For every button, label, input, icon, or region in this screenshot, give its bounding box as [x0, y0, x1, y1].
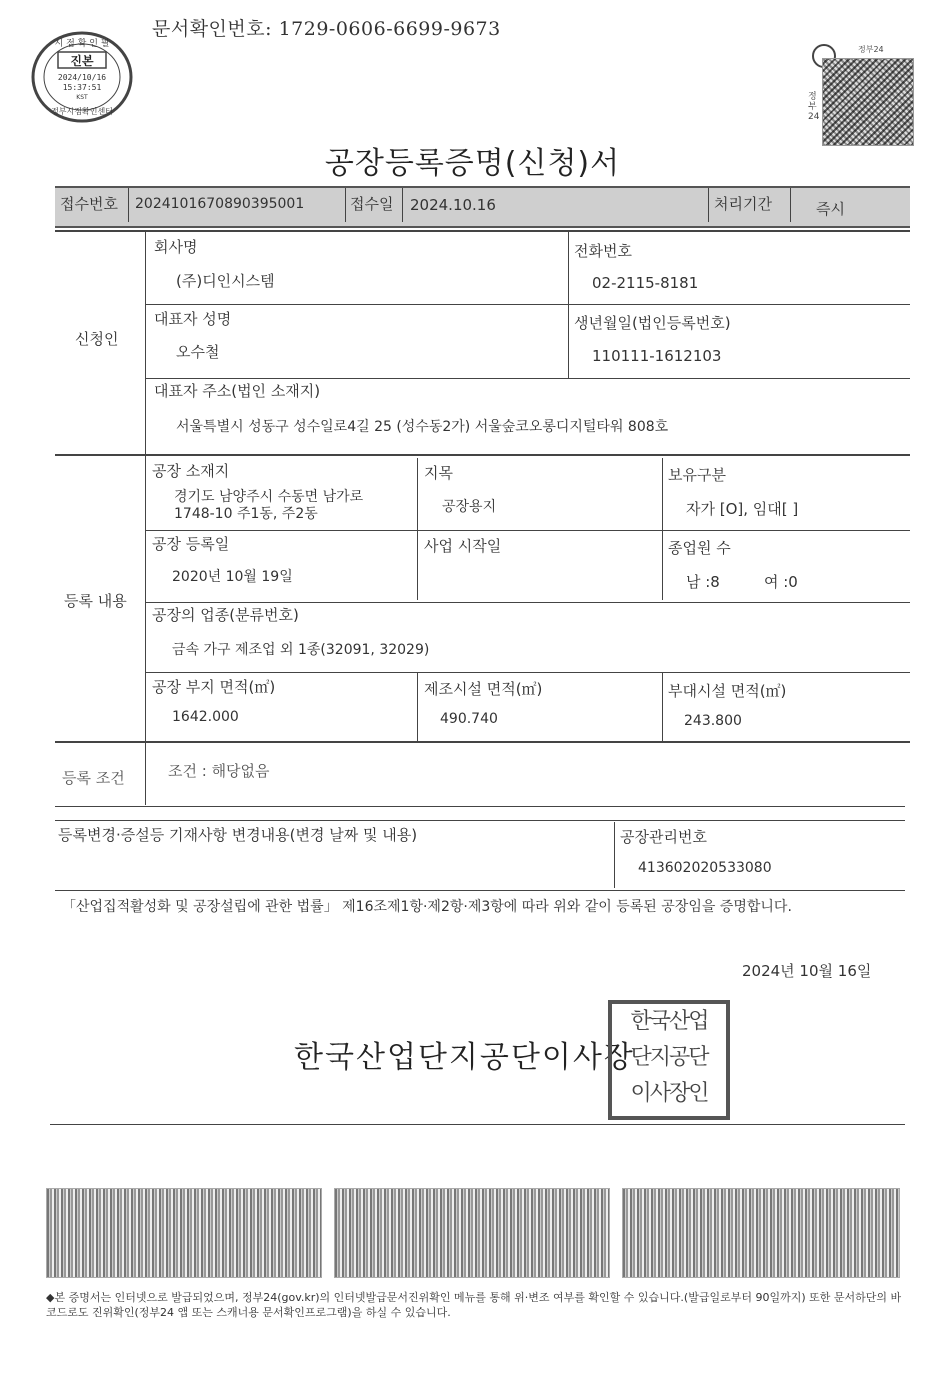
- seal-line-2: 단지공단: [630, 1045, 708, 1070]
- seal-line-3: 이사장인: [630, 1081, 708, 1106]
- registration-section-label: 등록 내용: [64, 592, 127, 610]
- changes-label: 등록변경·증설등 기재사항 변경내용(변경 날짜 및 내용): [58, 826, 418, 844]
- qr-tag: 정부24: [858, 45, 884, 54]
- receipt-number-label: 접수번호: [60, 195, 118, 213]
- industry-value: 금속 가구 제조업 외 1종(32091, 32029): [172, 642, 430, 658]
- aux-area-label: 부대시설 면적(㎡): [668, 682, 787, 700]
- seal-center-text: 진본: [70, 54, 94, 68]
- conditions-label: 등록 조건: [62, 769, 125, 787]
- document-title: 공장등록증명(신청)서: [324, 146, 621, 181]
- factory-mgmt-no: 413602020533080: [638, 860, 772, 876]
- representative-name: 오수철: [176, 343, 220, 361]
- processing-period-label: 처리기간: [714, 195, 772, 213]
- ownership-value: 자가 [O], 임대[ ]: [686, 500, 799, 518]
- issue-date: 2024년 10월 16일: [742, 962, 872, 980]
- industry-label: 공장의 업종(분류번호): [152, 606, 299, 624]
- seal-tz: KST: [76, 94, 88, 101]
- factory-location-line2: 1748-10 주1동, 주2동: [174, 506, 318, 522]
- factory-location-label: 공장 소재지: [152, 462, 230, 480]
- phone-value: 02-2115-8181: [592, 274, 699, 292]
- factory-mgmt-no-label: 공장관리번호: [620, 828, 707, 846]
- document-confirmation-number: 문서확인번호: 1729-0606-6699-9673: [152, 18, 501, 40]
- barcode-3[interactable]: [622, 1188, 900, 1278]
- authenticity-seal-icon: [30, 30, 134, 124]
- seal-line-1: 한국산업: [630, 1009, 708, 1034]
- site-area-value: 1642.000: [172, 709, 239, 725]
- seal-time: 15:37:51: [62, 83, 102, 92]
- receipt-date: 2024.10.16: [410, 196, 496, 214]
- business-start-label: 사업 시작일: [424, 537, 502, 555]
- certification-statement: 「산업집적활성화 및 공장설립에 관한 법률」 제16조제1항·제2항·제3항에 따라 위와 같이 등록된 공장임을 증명합니다.: [62, 899, 792, 915]
- address-value: 서울특별시 성동구 성수일로4길 25 (성수동2가) 서울숲코오롱디지털타워 808호: [176, 419, 669, 435]
- seal-bottom-text: 정부시점확인센터: [51, 107, 113, 116]
- land-category-label: 지목: [424, 464, 453, 482]
- seal-top-text: 시 점 확 인 필: [54, 39, 110, 49]
- address-label: 대표자 주소(법인 소재지): [154, 382, 321, 400]
- applicant-section-label: 신청인: [75, 330, 119, 348]
- registration-date-label: 공장 등록일: [152, 535, 230, 553]
- ownership-label: 보유구분: [668, 466, 726, 484]
- processing-period: 즉시: [816, 200, 845, 218]
- employees-male: 남 :8: [686, 573, 720, 591]
- barcode-1[interactable]: [46, 1188, 322, 1278]
- mfg-area-value: 490.740: [440, 711, 498, 727]
- employees-label: 종업원 수: [668, 539, 731, 557]
- factory-location-line1: 경기도 남양주시 수동면 남가로: [174, 489, 364, 505]
- official-seal-icon: [608, 1000, 730, 1120]
- qr-code[interactable]: [822, 58, 914, 146]
- company-name: (주)디인시스템: [176, 272, 275, 290]
- employees-female: 여 :0: [764, 573, 798, 591]
- birth-regno-label: 생년월일(법인등록번호): [574, 314, 731, 332]
- issuer-name: 한국산업단지공단이사장: [294, 1040, 635, 1075]
- qr-side-label: 정부24: [808, 92, 820, 122]
- mfg-area-label: 제조시설 면적(㎡): [424, 680, 543, 698]
- representative-label: 대표자 성명: [154, 310, 232, 328]
- land-category: 공장용지: [442, 499, 497, 515]
- receipt-number: 20241016708903950​01: [135, 196, 305, 212]
- site-area-label: 공장 부지 면적(㎡): [152, 678, 276, 696]
- aux-area-value: 243.800: [684, 713, 742, 729]
- conditions-value: 조건 : 해당없음: [168, 762, 270, 780]
- company-name-label: 회사명: [154, 238, 198, 256]
- birth-regno-value: 110111-1612103: [592, 347, 722, 365]
- footer-notice: ◆본 증명서는 인터넷으로 발급되었으며, 정부24(gov.kr)의 인터넷발급문서진위확인 메뉴를 통해 위·변조 여부를 확인할 수 있습니다.(발급일로부터 90일까지) 또한 문서하단의 바코드로도 진위확인(정부24 앱 또는 스캐너용 문서확인프로그램)을 하실 수 있습니다.: [46, 1291, 902, 1319]
- seal-date: 2024/10/16: [57, 73, 107, 82]
- registration-date: 2020년 10월 19일: [172, 569, 293, 585]
- barcode-2[interactable]: [334, 1188, 610, 1278]
- phone-label: 전화번호: [574, 242, 632, 260]
- receipt-date-label: 접수일: [350, 195, 394, 213]
